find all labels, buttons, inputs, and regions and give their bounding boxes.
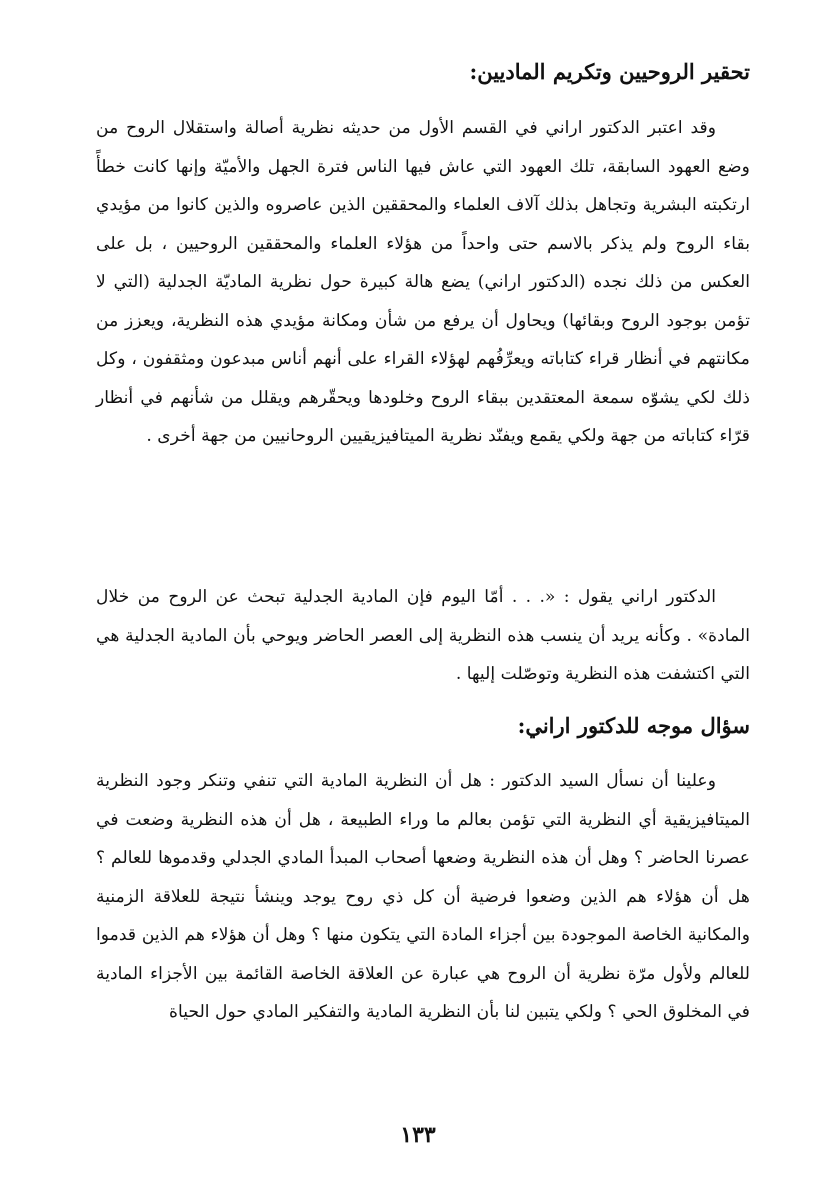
section-heading: تحقير الروحيين وتكريم الماديين: — [469, 59, 750, 84]
body-paragraph: وقد اعتبر الدكتور اراني في القسم الأول من حديثه نظرية أصالة واستقلال الروح من وضع العهود السابقة، تلك العهود التي عاش فيها الناس فترة الجهل والأميّة وإنها كانت خطأً ارتكبته البشرية وتجاهل بذلك آلاف العلماء والمحققين الذين عاصروه والذين كانوا من مؤيدي بقاء الروح ولم يذكر بالاسم حتى واحداً من هؤلاء العلماء والمحققين الروحيين ، بل على العكس من ذلك نجده (الدكتور اراني) يضع هالة كبيرة حول نظرية الماديّة الجدلية (التي لا تؤمن بوجود الروح وبقائها) ويحاول أن يرفع من شأن ومكانة مؤيدي هذه النظرية، ويعزز من مكانتهم في أنظار قراء كتاباته ويعرِّفُهم لهؤلاء القراء على أنهم أناس مبدعون ومثقفون ، وكل ذلك لكي يشوّه سمعة المعتقدين ببقاء الروح وخلودها ويحقّرهم ويقلل من شأنهم في أنظار قرّاء كتاباته من جهة ولكي يقمع ويفنّد نظرية الميتافيزيقيين الروحانيين من جهة أخرى . — [96, 118, 750, 446]
body-paragraph: الدكتور اراني يقول : «. . . أمّا اليوم فإن المادية الجدلية تبحث عن الروح من خلال المادة» . وكأنه يريد أن ينسب هذه النظرية إلى العصر الحاضر ويوحي بأن المادية الجدلية هي التي اكتشفت هذه النظرية وتوصّلت إليها . — [96, 587, 750, 684]
section-heading: سؤال موجه للدكتور اراني: — [517, 713, 750, 738]
page-number: ١٣٣ — [400, 1122, 436, 1148]
body-paragraph: وعلينا أن نسأل السيد الدكتور : هل أن النظرية المادية التي تنفي وتنكر وجود النظرية الميتافيزيقية أي النظرية التي تؤمن بعالم ما وراء الطبيعة ، هل أن هذه النظرية وضعت في عصرنا الحاضر ؟ وهل أن هذه النظرية وضعها أصحاب المبدأ المادي الجدلي وقدموها للعالم ؟ هل أن هؤلاء هم الذين وضعوا فرضية أن كل ذي روح يوجد وينشأ نتيجة للعلاقة الزمنية والمكانية الخاصة الموجودة بين أجزاء المادة التي يتكون منها ؟ وهل أن هؤلاء هم الذين قدموا للعالم ولأول مرّة نظرية أن الروح هي عبارة عن العلاقة الخاصة القائمة بين الأجزاء المادية في المخلوق الحي ؟ ولكي يتبين لنا بأن النظرية المادية والتفكير المادي حول الحياة — [96, 771, 750, 1022]
